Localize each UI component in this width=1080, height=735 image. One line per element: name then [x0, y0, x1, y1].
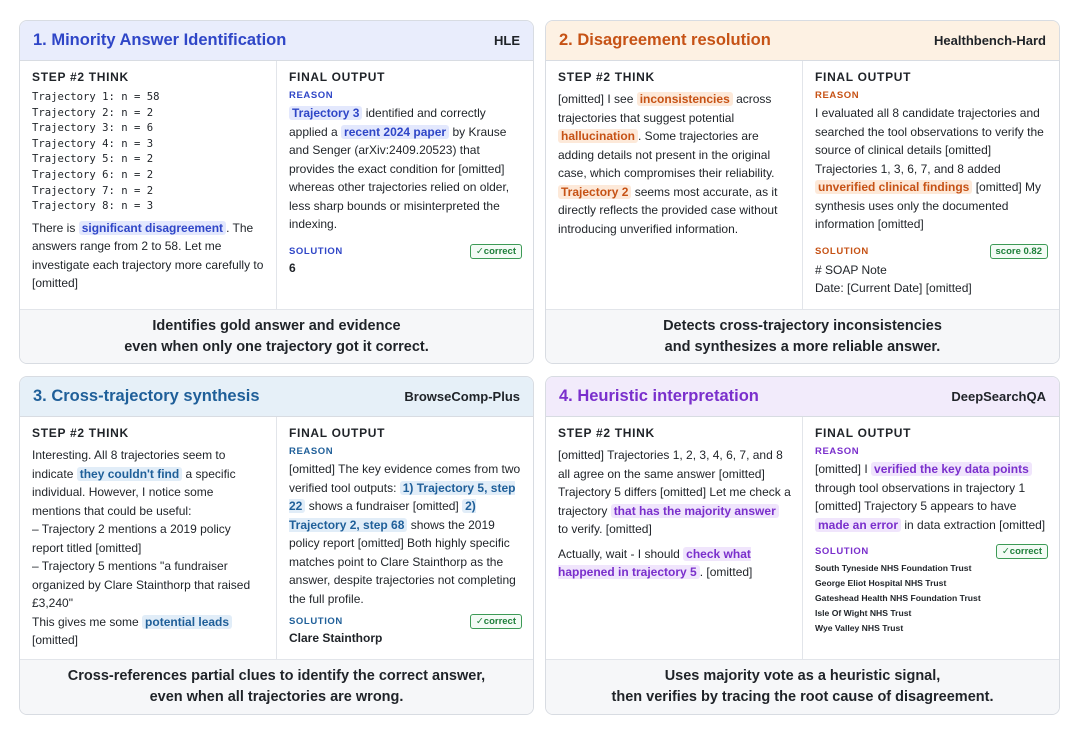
highlight: 1) Trajectory 5, step 22 [289, 480, 516, 513]
text-segment: identified and correctly applied a [289, 106, 486, 139]
text-segment: – Trajectory 2 mentions a 2019 policy report titled [omitted] [32, 522, 231, 555]
correct-badge: ✓correct [996, 544, 1048, 559]
text-segment: . The answers range from 2 to 58. Let me investigate each trajectory more carefully to [omitted] [32, 220, 264, 291]
text-segment: a specific individual. However, I notice some mentions that could be useful: [32, 466, 236, 518]
highlight: unverified clinical findings [815, 180, 972, 194]
paragraph [558, 90, 791, 238]
text-segment: [omitted] The key evidence comes from two verified tool outputs: [289, 462, 521, 495]
reason-text [815, 460, 1048, 534]
trajectory-line: Trajectory 4: n = 3 [32, 137, 154, 150]
footer-line: Identifies gold answer and evidence [152, 317, 401, 334]
footer-line: even when only one trajectory got it correct. [124, 338, 429, 355]
highlight: they couldn't find [77, 467, 183, 481]
text-segment: . Some trajectories are adding details not present in the original case, which compromises their reliability. [558, 129, 775, 180]
paragraph [558, 545, 791, 582]
panel-footer [546, 660, 1059, 714]
output-heading: FINAL OUTPUT [289, 426, 386, 440]
think-heading: STEP #2 THINK [32, 426, 129, 440]
highlight: made an error [815, 518, 901, 532]
paragraph [32, 520, 265, 557]
think-column [546, 61, 803, 309]
output-column [803, 61, 1059, 309]
text-segment: [omitted] [32, 633, 79, 647]
output-column [277, 61, 533, 309]
solution-value [289, 631, 522, 645]
paragraph [32, 613, 265, 650]
think-column [20, 61, 277, 309]
panel-footer [20, 660, 533, 714]
text-segment: shows a fundraiser [omitted] [305, 499, 463, 513]
footer-line: Detects cross-trajectory inconsistencies [663, 317, 942, 334]
solution-value [815, 261, 1048, 298]
paragraph [558, 446, 791, 539]
solution-line: Date: [Current Date] [omitted] [815, 281, 972, 295]
text-segment: through tool observations in trajectory 1 [omitted] Trajectory 5 appears to have [815, 480, 1026, 513]
correct-badge: ✓correct [470, 244, 522, 259]
solution-line: Isle Of Wight NHS Trust [815, 608, 912, 618]
text-segment: There is [32, 220, 79, 235]
solution-line: # SOAP Note [815, 262, 887, 277]
think-text [558, 90, 791, 238]
reason-label: REASON [815, 446, 860, 457]
reason-text [289, 104, 522, 234]
benchmark-label: Healthbench-Hard [934, 33, 1046, 48]
panel-footer [20, 310, 533, 363]
text-segment: Interesting. All 8 trajectories seem to indicate [32, 448, 226, 481]
solution-line: Gateshead Health NHS Foundation Trust [815, 593, 981, 603]
trajectory-line: Trajectory 2: n = 2 [32, 106, 154, 119]
trajectory-line: Trajectory 7: n = 2 [32, 184, 154, 197]
trajectory-list [32, 90, 265, 215]
panel-header [20, 377, 533, 417]
solution-line: 6 [289, 260, 296, 275]
solution-label: SOLUTION [815, 245, 869, 257]
highlight: Trajectory 3 [289, 106, 362, 120]
text-segment: [omitted] Trajectories 1, 2, 3, 4, 6, 7, and 8 all agree on the same answer [omitted] Trajectory 5 differs [omitted] Let me check a trajectory [558, 448, 791, 518]
benchmark-label: DeepSearchQA [951, 389, 1046, 404]
solution-line: Clare Stainthorp [289, 631, 383, 645]
highlight: significant disagreement [79, 221, 226, 235]
highlight: inconsistencies [637, 92, 733, 106]
footer-line: Cross-references partial clues to identify the correct answer, [67, 668, 486, 684]
solution-line: Wye Valley NHS Trust [815, 623, 904, 633]
solution-line: South Tyneside NHS Foundation Trust [815, 563, 972, 573]
think-column [20, 417, 277, 659]
think-text [32, 219, 265, 293]
highlight: Trajectory 2 [558, 185, 631, 199]
trajectory-line: Trajectory 3: n = 6 [32, 122, 154, 135]
correct-badge: ✓correct [470, 614, 522, 629]
panel-heuristic-interpretation [545, 376, 1060, 715]
panel-header [20, 21, 533, 61]
highlight: check what happened in trajectory 5 [558, 546, 751, 579]
panel-title: 1. Minority Answer Identification [33, 31, 287, 49]
trajectory-line: Trajectory 6: n = 2 [32, 168, 154, 181]
output-heading: FINAL OUTPUT [815, 426, 912, 440]
highlight: 2) Trajectory 2, step 68 [289, 499, 476, 532]
highlight: potential leads [142, 615, 232, 629]
panel-header [546, 21, 1059, 61]
solution-label: SOLUTION [289, 616, 343, 627]
solution-label: SOLUTION [815, 546, 869, 557]
text-segment: I evaluated all 8 candidate trajectories and searched the tool observations to verify the source of clinical details [omitted] Trajectories 1, 3, 6, 7, and 8 added [815, 106, 1044, 176]
text-segment: This gives me some [32, 614, 143, 629]
panel-title: 2. Disagreement resolution [559, 31, 771, 49]
paragraph [32, 446, 265, 520]
text-segment: Actually, wait - I should [558, 546, 684, 561]
highlight: hallucination [558, 129, 638, 143]
solution-line: George Eliot Hospital NHS Trust [815, 578, 947, 588]
paragraph [32, 557, 265, 613]
output-heading: FINAL OUTPUT [289, 70, 386, 84]
benchmark-label: HLE [494, 33, 520, 48]
panel-title: 3. Cross-trajectory synthesis [33, 387, 260, 405]
reason-label: REASON [289, 90, 334, 101]
text-segment: [omitted] I [815, 462, 872, 476]
text-segment: to verify. [omitted] [558, 522, 652, 536]
text-segment: across trajectories that suggest potential [558, 92, 772, 125]
text-segment: shows the 2019 policy report [omitted] Both highly specific matches point to Clare Stainthorp as the answer, despite trajectories not completing the full profile. [289, 517, 516, 606]
solution-value [289, 261, 522, 275]
panel-header [546, 377, 1059, 417]
reason-label: REASON [815, 90, 860, 101]
benchmark-label: BrowseComp-Plus [404, 389, 520, 404]
panel-disagreement-resolution [545, 20, 1060, 364]
text-segment: by Krause and Senger (arXiv:2409.20523) that provides the exact condition for [omitted] whereas other trajectories relied on older, less sharp bounds or misinterpreted the indexing. [289, 124, 510, 231]
panel-footer [546, 310, 1059, 363]
panel-minority-answer [19, 20, 534, 364]
think-text [558, 446, 791, 582]
text-segment: [omitted] I see [558, 92, 637, 106]
reason-text [289, 460, 522, 608]
trajectory-line: Trajectory 8: n = 3 [32, 200, 154, 213]
text-segment: . [omitted] [699, 565, 753, 579]
think-heading: STEP #2 THINK [32, 70, 129, 84]
panel-title: 4. Heuristic interpretation [559, 387, 759, 405]
think-heading: STEP #2 THINK [558, 426, 655, 440]
score-badge: score 0.82 [990, 244, 1048, 259]
think-heading: STEP #2 THINK [558, 70, 655, 84]
solution-value [815, 561, 1048, 636]
paragraph [32, 219, 265, 293]
output-heading: FINAL OUTPUT [815, 70, 912, 84]
text-segment: [omitted] My synthesis uses only the documented information [omitted] [815, 180, 1042, 231]
solution-label: SOLUTION [289, 245, 343, 257]
think-text [32, 446, 265, 650]
trajectory-line: Trajectory 5: n = 2 [32, 153, 154, 166]
footer-line: and synthesizes a more reliable answer. [664, 338, 941, 355]
highlight: that has the majority answer [611, 504, 779, 518]
footer-line: then verifies by tracing the root cause of disagreement. [611, 689, 994, 705]
text-segment: – Trajectory 5 mentions "a fundraiser organized by Clare Stainthorp that raised £3,240" [32, 559, 251, 610]
text-segment: seems most accurate, as it directly reflects the provided case without introducing unverified information. [558, 184, 778, 236]
output-column [803, 417, 1059, 659]
text-segment: in data extraction [omitted] [901, 517, 1046, 532]
panel-cross-trajectory-synthesis [19, 376, 534, 715]
trajectory-line: Trajectory 1: n = 58 [32, 91, 160, 103]
reason-label: REASON [289, 446, 334, 457]
think-column [546, 417, 803, 659]
highlight: recent 2024 paper [341, 125, 449, 139]
output-column [277, 417, 533, 659]
footer-line: Uses majority vote as a heuristic signal, [664, 668, 941, 684]
highlight: verified the key data points [871, 462, 1032, 476]
reason-text [815, 104, 1048, 234]
footer-line: even when all trajectories are wrong. [149, 689, 404, 705]
